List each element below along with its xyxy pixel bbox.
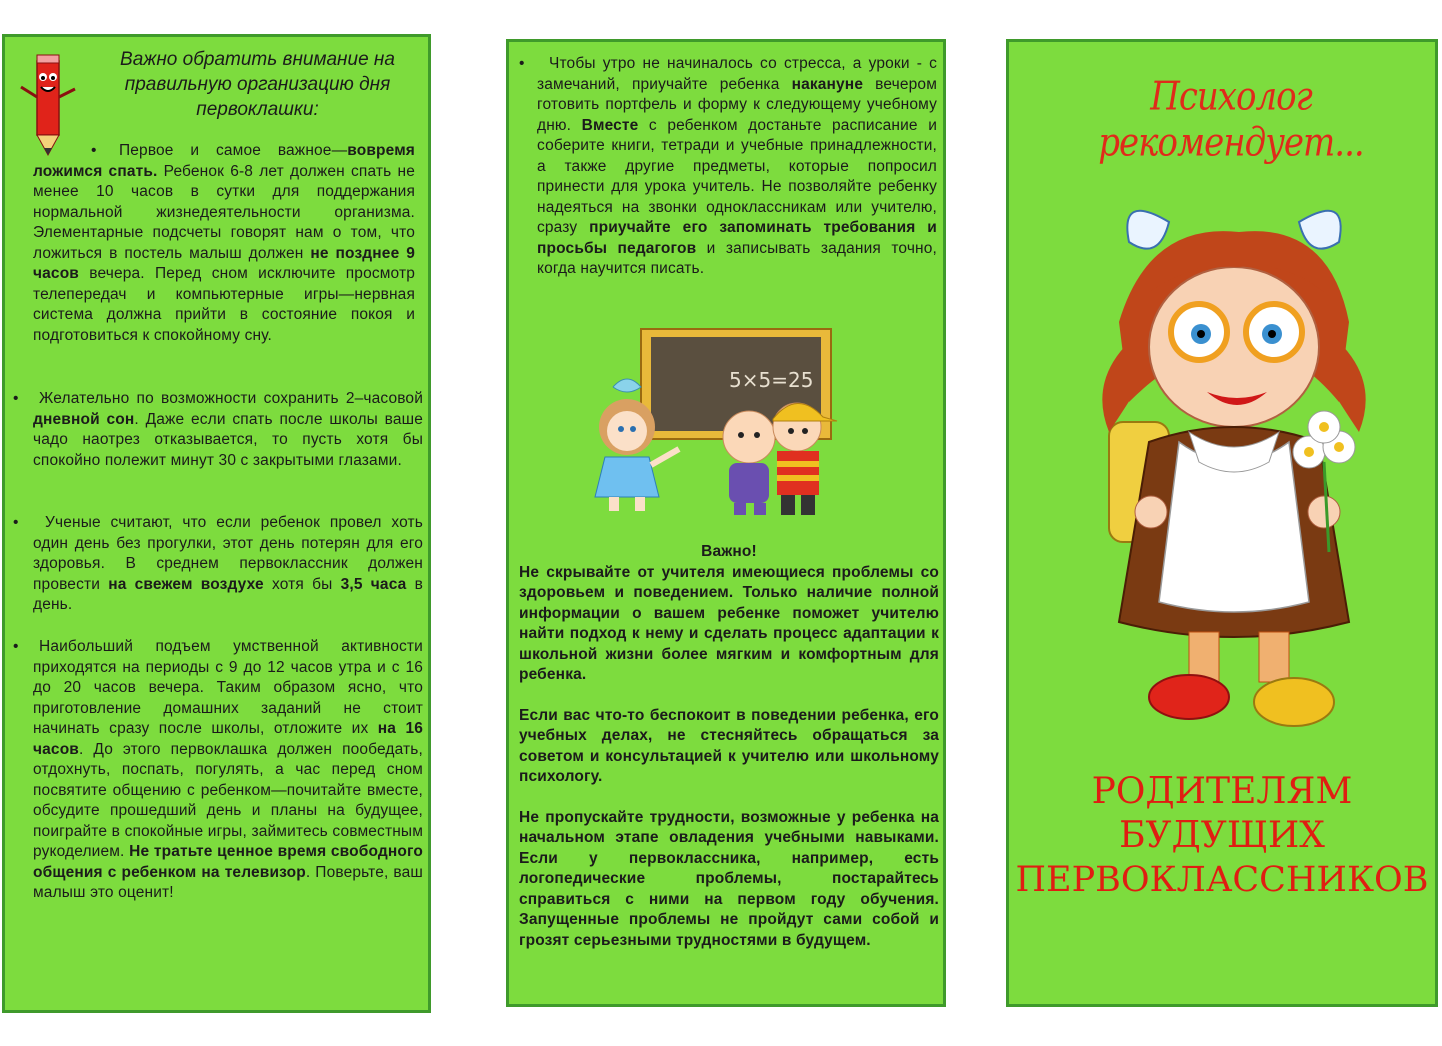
list-item: • Чтобы утро не начиналось со стресса, а уроки - с замечаний, приучайте ребенка накануне вечером готовить портфель и форму к следующему учебному дню. Вместе с ребенком достаньте расписание и соберите книги, тетради и учебные принадлежности, а также другие предметы, которые попросил принести для урока учитель. Не позволяйте ребенку надеяться на звонки одноклассникам или учителю, сразу приучайте его запоминать требования и просьбы педагогов и записывать задания точно, когда научится писать.	[519, 55, 937, 277]
important-section	[519, 542, 939, 971]
list-item: • Ученые считают, что если ребенок провел хоть один день без прогулки, этот день потерян для его здоровья. В среднем первоклассник должен провести на свежем воздухе хотя бы 3,5 часа в день.	[13, 514, 423, 613]
important-paragraph: Не скрывайте от учителя имеющиеся проблемы со здоровьем и поведением. Только наличие полной информации о вашем ребенке поможет учителю найти подход к нему и сделать процесс адаптации к школьной жизни более мягким и комфортным для ребенка.	[519, 563, 939, 683]
chalkboard-kids-illustration	[579, 327, 849, 522]
middle-panel	[506, 39, 946, 1007]
schoolgirl-illustration	[1089, 182, 1379, 742]
list-item: • Наибольший подъем умственной активности приходятся на периоды с 9 до 12 часов утра и с 16 до 20 часов вечера. Таким образом ясно, что приготовление домашних заданий не стоит начинать сразу после школы, отложите их на 16 часов. До этого первоклашка должен пообедать, отдохнуть, поспать, погулять, а час перед сном посвятите общению с ребенком—почитайте вместе, обсудите прошедший день и планы на будущее, поиграйте в спокойные игры, займитесь совместным рукоделием. Не тратьте ценное время свободного общения с ребенком на телевизор. Поверьте, ваш малыш это оценит!	[13, 638, 424, 901]
list-item: • Первое и самое важное—вовремя ложимся спать. Ребенок 6-8 лет должен спать не менее 10 часов в сутки для поддержания нормальной жизнедеятельности организма. Элементарные подсчеты говорят нам о том, что ложиться в постель малыш должен не позднее 9 часов вечера. Перед сном исключите просмотр телепередач и компьютерные игры—нервная система должна прийти в состояние покоя и подготовиться к спокойному сну.	[33, 142, 415, 344]
important-heading: Важно!	[701, 543, 757, 560]
left-panel	[2, 34, 431, 1013]
subtitle: Психолог рекомендует...	[1098, 74, 1364, 166]
important-paragraph: Если вас что-то беспокоит в поведении ребенка, его учебных делах, не стесняйтесь обращаться за советом и консультацией к учителю или школьному психологу.	[519, 706, 939, 785]
list-item: • Желательно по возможности сохранить 2–часовой дневной сон. Даже если спать после школы ваше чадо наотрез отказывается, то пусть хотя бы спокойно полежит минут 30 с закрытыми глазами.	[13, 390, 423, 469]
intro-heading: Важно обратить внимание на правильную организацию дня первоклашки:	[120, 49, 395, 120]
page-title: РОДИТЕЛЯМ БУДУЩИХ ПЕРВОКЛАССНИКОВ	[1015, 771, 1429, 900]
cover-panel	[1006, 39, 1438, 1007]
important-paragraph: Не пропускайте трудности, возможные у ребенка на начальном этапе овладения учебными навыками. Если у первоклассника, например, есть логопедические проблемы, постарайтесь справиться с ними на первом году обучения. Запущенные проблемы не пройдут сами собой и грозят серьезными трудностями в будущем.	[519, 808, 939, 949]
board-text: 5×5=25	[729, 368, 814, 392]
